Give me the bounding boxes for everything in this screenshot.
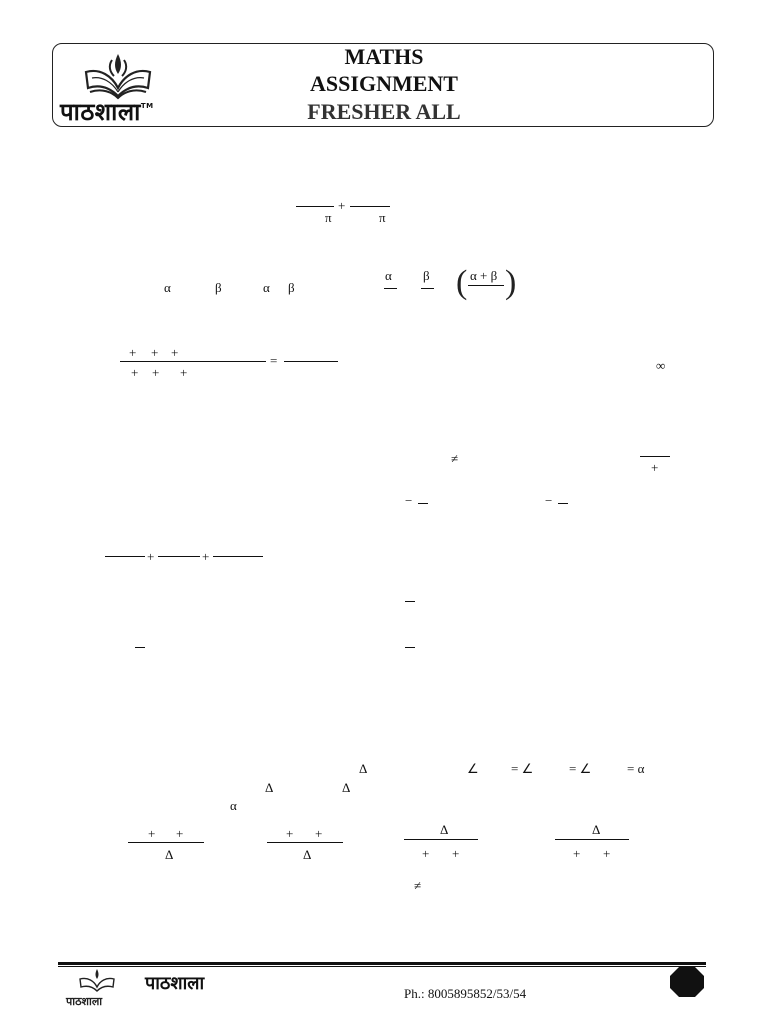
right-paren: ) [505,264,517,301]
plus-sign: + [152,365,160,380]
svg-text:पाठशाला: पाठशाला [66,995,103,1008]
plus-sign: + [202,549,210,564]
fraction-bar [213,556,263,557]
page-octagon-badge [670,967,704,997]
delta-symbol: Δ [165,847,174,862]
plus-sign: + [573,846,581,861]
beta-symbol: β [423,268,430,283]
equals-angle: = ∠ [569,761,592,776]
not-equal-sign: ≠ [451,451,459,466]
alpha-symbol: α [263,280,270,295]
plus-sign: + [151,345,159,360]
delta-symbol: Δ [342,780,351,795]
pi-symbol: π [325,210,332,225]
left-paren: ( [456,264,468,301]
fraction-bar [158,556,200,557]
plus-sign: + [131,365,139,380]
fraction-bar [404,839,478,840]
plus-sign: + [603,846,611,861]
plus-sign: + [171,345,179,360]
alpha-plus-beta: α + β [470,268,498,283]
plus-sign: + [338,198,346,213]
fraction-bar [284,361,338,362]
not-equal-sign: ≠ [414,878,422,893]
fraction-bar [405,647,415,648]
plus-sign: + [422,846,430,861]
delta-symbol: Δ [303,847,312,862]
fraction-bar [350,206,390,207]
footer-brand: पाठशाला [145,973,205,994]
alpha-symbol: α [230,798,237,813]
fraction-bar [418,503,428,504]
title-maths: MATHS [344,44,424,69]
fraction-bar [105,556,145,557]
footer-rule [58,962,706,965]
fraction-bar [384,288,397,289]
fraction-bar [555,839,629,840]
equals-sign: = [270,353,278,368]
footer-rule [58,966,706,967]
fraction-bar [468,285,504,286]
delta-symbol: Δ [265,780,274,795]
plus-sign: + [176,826,184,841]
delta-symbol: Δ [359,761,368,776]
plus-sign: + [147,549,155,564]
alpha-symbol: α [385,268,392,283]
footer-logo [62,966,132,1008]
fraction-bar [267,842,343,843]
plus-sign: + [315,826,323,841]
title-assignment: ASSIGNMENT [310,71,458,96]
delta-symbol: Δ [592,822,601,837]
minus-sign: − [545,493,553,508]
plus-sign: + [129,345,137,360]
plus-sign: + [180,365,188,380]
angle-symbol: ∠ [467,761,479,776]
delta-symbol: Δ [440,822,449,837]
brand-name: पाठशाला™ [60,98,154,126]
plus-sign: + [286,826,294,841]
plus-sign: + [148,826,156,841]
fraction-bar [135,647,145,648]
fraction-bar [120,361,266,362]
pi-symbol: π [379,210,386,225]
footer-phone: Ph.: 8005895852/53/54 [404,986,527,1001]
equals-angle: = ∠ [511,761,534,776]
beta-symbol: β [215,280,222,295]
fraction-bar [128,842,204,843]
plus-sign: + [651,460,659,475]
fraction-bar [296,206,334,207]
equals-alpha: = α [627,761,645,776]
minus-sign: − [405,493,413,508]
fraction-bar [558,503,568,504]
infinity-symbol: ∞ [656,358,666,373]
fraction-bar [640,456,670,457]
beta-symbol: β [288,280,295,295]
fraction-bar [421,288,434,289]
fraction-bar [405,601,415,602]
title-fresher-all: FRESHER ALL [307,99,461,124]
alpha-symbol: α [164,280,171,295]
plus-sign: + [452,846,460,861]
